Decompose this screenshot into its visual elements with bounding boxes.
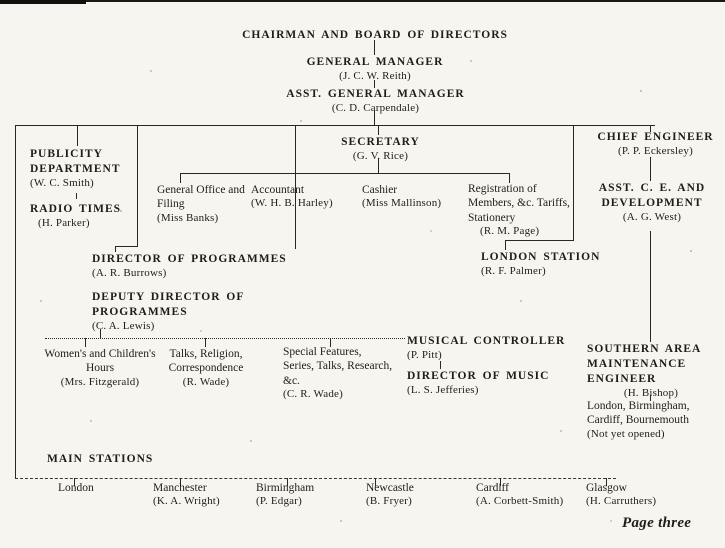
node-person: (R. F. Palmer) [481, 264, 546, 277]
node-title: ASST. C. E. AND DEVELOPMENT [598, 182, 706, 209]
connector-line [180, 173, 181, 183]
node-title: Women's and Children's Hours [44, 348, 156, 375]
node-person: (J. C. W. Reith) [339, 69, 411, 82]
node-title: SOUTHERN AREA MAINTENANCE ENGINEER [587, 343, 701, 385]
node-womens-childrens-hours [36, 347, 164, 390]
connector-line [15, 478, 616, 479]
station-glasgow [586, 481, 701, 509]
station-city: London [58, 482, 94, 494]
node-general-office [157, 183, 257, 226]
station-person: (A. Corbett-Smith) [476, 495, 564, 508]
node-chief-engineer [593, 130, 718, 159]
node-title: Talks, Religion, Correspondence [168, 348, 244, 375]
node-person: (C. R. Wade) [283, 388, 343, 401]
page-number: Page three [622, 515, 692, 531]
node-person: (A. G. West) [622, 210, 682, 223]
node-title: SECRETARY [341, 136, 420, 148]
node-person: (A. R. Burrows) [92, 266, 167, 279]
node-secretary [328, 135, 433, 164]
node-southern-area-stations [587, 399, 722, 442]
station-person: (B. Fryer) [366, 495, 412, 508]
connector-line [505, 240, 506, 250]
node-talks-religion [146, 347, 266, 390]
node-special-features [283, 345, 395, 402]
node-title: Registration of Members, &c. Tariffs, Stationery [468, 183, 570, 224]
node-person: (R. Wade) [182, 375, 230, 388]
node-chairman [230, 28, 520, 43]
node-person: (Miss Banks) [157, 211, 219, 224]
node-person: (C. D. Carpendale) [331, 101, 420, 114]
node-title: MAIN STATIONS [47, 453, 154, 465]
node-title: CHIEF ENGINEER [597, 131, 714, 143]
connector-line [180, 173, 510, 174]
node-cashier [362, 183, 477, 211]
node-asst-general-manager [283, 87, 468, 116]
connector-line [650, 231, 651, 342]
node-person: (P. Pitt) [407, 348, 442, 361]
node-title: Cashier [362, 184, 398, 196]
paper-noise [0, 0, 2, 2]
connector-line [205, 338, 206, 347]
node-person: (P. P. Eckersley) [618, 144, 693, 157]
connector-line [77, 125, 78, 146]
node-person: (C. A. Lewis) [92, 319, 155, 332]
station-city: Newcastle [366, 482, 414, 494]
connector-line [15, 125, 16, 478]
node-title: DEPUTY DIRECTOR OF PROGRAMMES [92, 291, 244, 318]
station-manchester [153, 481, 263, 509]
station-newcastle [366, 481, 461, 509]
node-musical-controller [407, 334, 582, 363]
node-person: (Mrs. Fitzgerald) [60, 375, 140, 388]
station-person: (P. Edgar) [256, 495, 302, 508]
station-cardiff [476, 481, 601, 509]
connector-line [650, 157, 651, 181]
node-person: (H. Parker) [38, 216, 90, 229]
node-radio-times [30, 202, 145, 231]
node-title: London, Birmingham, Cardiff, Bournemouth [587, 400, 690, 427]
station-city: Manchester [153, 482, 207, 494]
node-title: Special Features, Series, Talks, Research, &c. [283, 346, 393, 387]
node-title: General Office and Filing [157, 184, 245, 211]
node-person: (W. C. Smith) [30, 176, 94, 189]
station-city: Birmingham [256, 482, 315, 494]
node-person: (W. H. B. Harley) [251, 197, 333, 210]
node-title: RADIO TIMES [30, 203, 122, 215]
node-title: LONDON STATION [481, 251, 601, 263]
node-title: GENERAL MANAGER [306, 56, 444, 68]
node-title: MUSICAL CONTROLLER [407, 335, 566, 347]
connector-line [85, 338, 86, 347]
connector-line [378, 125, 379, 135]
node-publicity-department [30, 147, 145, 191]
station-london [58, 481, 128, 495]
node-person: (G. V. Rice) [352, 149, 409, 162]
node-director-of-music [407, 369, 582, 398]
node-registration [468, 182, 580, 239]
node-person: (R. M. Page) [480, 225, 540, 238]
station-person: (K. A. Wright) [153, 495, 220, 508]
station-birmingham [256, 481, 356, 509]
scan-edge-artifact [0, 0, 725, 2]
node-london-station [481, 250, 621, 279]
node-general-manager [295, 55, 455, 84]
node-person: (L. S. Jefferies) [407, 383, 479, 396]
node-asst-ce-development [591, 181, 713, 225]
node-title: PUBLICITY DEPARTMENT [30, 148, 121, 175]
station-person: (H. Carruthers) [586, 495, 657, 508]
node-title: DIRECTOR OF PROGRAMMES [92, 253, 287, 265]
node-main-stations-heading [47, 452, 207, 467]
node-title: CHAIRMAN AND BOARD OF DIRECTORS [242, 29, 508, 41]
connector-line [15, 125, 655, 126]
node-title: DIRECTOR OF MUSIC [407, 370, 550, 382]
connector-line [505, 240, 574, 241]
node-status: (Not yet opened) [587, 427, 665, 440]
node-title: Accountant [251, 184, 305, 196]
station-city: Cardiff [476, 482, 510, 494]
node-director-of-programmes [92, 252, 402, 281]
node-accountant [251, 183, 376, 211]
node-person: (H. Bishop) [623, 386, 679, 399]
node-title: ASST. GENERAL MANAGER [286, 88, 465, 100]
scan-edge-artifact [0, 0, 86, 4]
connector-line [115, 246, 138, 247]
node-person: (Miss Mallinson) [362, 197, 442, 210]
connector-line [76, 193, 77, 199]
connector-line [45, 338, 405, 339]
station-city: Glasgow [586, 482, 627, 494]
node-deputy-director-of-programmes [92, 290, 267, 334]
node-southern-area-maintenance-engineer [587, 342, 715, 401]
